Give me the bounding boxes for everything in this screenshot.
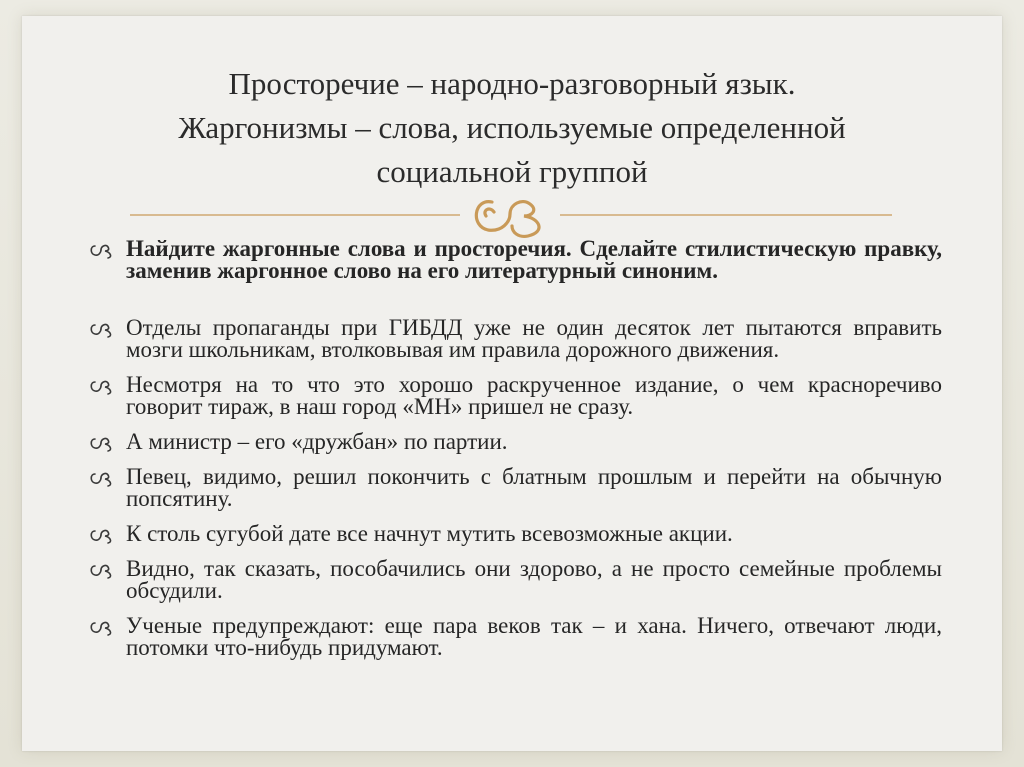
curl-ornament-icon <box>88 527 118 545</box>
list-item-text: Певец, видимо, решил покончить с блатным прошлым и перейти на обычную попсятину. <box>126 464 942 511</box>
curl-ornament-icon <box>88 435 118 453</box>
list-item-text: Видно, так сказать, пособачились они здорово, а не просто семейные проблемы обсудили. <box>126 556 942 603</box>
list-item <box>86 615 942 659</box>
curl-ornament-icon <box>88 470 118 488</box>
list-item-text: К столь сугубой дате все начнут мутить всевозможные акции. <box>126 521 733 546</box>
curl-ornament-icon <box>88 378 118 396</box>
list-item-task <box>86 238 942 282</box>
list-item-text: Несмотря на то что это хорошо раскрученное издание, о чем красноречиво говорит тираж, в наш город «МН» пришел не сразу. <box>126 372 942 419</box>
list-item-text: Найдите жаргонные слова и просторечия. Сделайте стилистическую правку, заменив жаргонное слово на его литературный синоним. <box>126 236 942 283</box>
list-item <box>86 466 942 510</box>
list-item <box>86 558 942 602</box>
list-item <box>86 374 942 418</box>
curl-ornament-icon <box>88 242 118 260</box>
slide <box>22 16 1002 751</box>
curl-ornament-icon <box>88 321 118 339</box>
list-item <box>86 431 942 453</box>
list-item-text: А министр – его «дружбан» по партии. <box>126 429 508 454</box>
title-line: Жаргонизмы – слова, используемые определенной <box>178 110 846 145</box>
flourish-icon <box>476 202 539 237</box>
list-item <box>86 317 942 361</box>
list-item <box>86 523 942 545</box>
title-divider-ornament <box>130 192 892 242</box>
list-item-text: Отделы пропаганды при ГИБДД уже не один десяток лет пытаются вправить мозги школьникам, втолковывая им правила дорожного движения. <box>126 315 942 362</box>
title-line: Просторечие – народно-разговорный язык. <box>228 66 796 101</box>
curl-ornament-icon <box>88 619 118 637</box>
list-item-text: Ученые предупреждают: еще пара веков так – и хана. Ничего, отвечают люди, потомки что-нибудь придумают. <box>126 613 942 660</box>
slide-title <box>112 62 912 194</box>
curl-ornament-icon <box>88 562 118 580</box>
title-line: социальной группой <box>376 154 648 189</box>
bullet-list <box>86 238 942 659</box>
